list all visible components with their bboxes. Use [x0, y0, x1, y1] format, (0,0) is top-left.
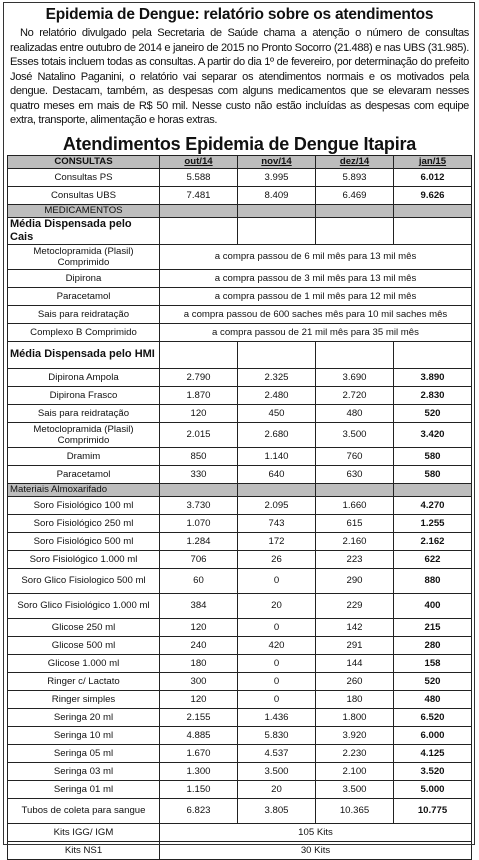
value-cell: 3.500 [238, 762, 316, 780]
value-cell: 3.690 [316, 368, 394, 386]
header-month: nov/14 [238, 155, 316, 168]
row-label: Soro Glico Fisiológico 1.000 ml [8, 593, 160, 618]
subheader-row-cais [8, 217, 472, 244]
value-cell: 706 [160, 550, 238, 568]
empty-cell [238, 483, 316, 496]
empty-cell [316, 483, 394, 496]
section-row-materiais [8, 483, 472, 496]
value-cell: 5.588 [160, 168, 238, 186]
value-cell: 6.823 [160, 798, 238, 823]
value-cell: 3.920 [316, 726, 394, 744]
value-cell: 1.140 [238, 447, 316, 465]
purchase-note: a compra passou de 21 mil mês para 35 mil mês [160, 323, 472, 341]
value-cell: 260 [316, 672, 394, 690]
table-row [8, 386, 472, 404]
value-cell: 10.365 [316, 798, 394, 823]
table-row [8, 323, 472, 341]
row-label: Dipirona Frasco [8, 386, 160, 404]
value-cell: 1.660 [316, 496, 394, 514]
row-label: Consultas PS [8, 168, 160, 186]
kit-value: 30 Kits [160, 841, 472, 859]
value-cell: 330 [160, 465, 238, 483]
report-table [7, 155, 472, 860]
empty-cell [238, 341, 316, 368]
table-row [8, 568, 472, 593]
row-label: Dipirona Ampola [8, 368, 160, 386]
value-cell: 144 [316, 654, 394, 672]
value-cell: 26 [238, 550, 316, 568]
value-cell: 3.730 [160, 496, 238, 514]
row-label: Seringa 01 ml [8, 780, 160, 798]
value-cell: 3.500 [316, 780, 394, 798]
kit-row [8, 823, 472, 841]
value-cell: 180 [160, 654, 238, 672]
value-cell: 2.230 [316, 744, 394, 762]
empty-cell [316, 204, 394, 217]
value-cell: 0 [238, 672, 316, 690]
empty-cell [160, 341, 238, 368]
row-label: Soro Fisiológico 1.000 ml [8, 550, 160, 568]
value-cell: 5.000 [394, 780, 472, 798]
value-cell: 7.481 [160, 186, 238, 204]
value-cell: 4.885 [160, 726, 238, 744]
value-cell: 120 [160, 404, 238, 422]
subheader-row-hmi [8, 341, 472, 368]
table-row [8, 690, 472, 708]
value-cell: 3.805 [238, 798, 316, 823]
value-cell: 3.420 [394, 422, 472, 447]
row-label: Kits NS1 [8, 841, 160, 859]
value-cell: 6.469 [316, 186, 394, 204]
value-cell: 2.095 [238, 496, 316, 514]
table-row [8, 726, 472, 744]
table-row [8, 532, 472, 550]
value-cell: 0 [238, 618, 316, 636]
value-cell: 1.255 [394, 514, 472, 532]
row-label: Ringer simples [8, 690, 160, 708]
row-label: Seringa 05 ml [8, 744, 160, 762]
row-label: Soro Glico Fisiologico 500 ml [8, 568, 160, 593]
value-cell: 1.284 [160, 532, 238, 550]
table-row [8, 287, 472, 305]
row-label: Paracetamol [8, 287, 160, 305]
report-table-body [8, 155, 472, 859]
value-cell: 5.830 [238, 726, 316, 744]
value-cell: 2.155 [160, 708, 238, 726]
empty-cell [238, 204, 316, 217]
purchase-note: a compra passou de 600 saches mês para 10 mil saches mês [160, 305, 472, 323]
value-cell: 120 [160, 690, 238, 708]
value-cell: 630 [316, 465, 394, 483]
section-label: Materiais Almoxarifado [8, 483, 160, 496]
value-cell: 1.870 [160, 386, 238, 404]
value-cell: 400 [394, 593, 472, 618]
row-label: Seringa 10 ml [8, 726, 160, 744]
table-row [8, 593, 472, 618]
value-cell: 1.670 [160, 744, 238, 762]
value-cell: 480 [316, 404, 394, 422]
value-cell: 6.012 [394, 168, 472, 186]
empty-cell [160, 217, 238, 244]
empty-cell [394, 341, 472, 368]
value-cell: 2.790 [160, 368, 238, 386]
value-cell: 229 [316, 593, 394, 618]
value-cell: 520 [394, 404, 472, 422]
value-cell: 1.800 [316, 708, 394, 726]
purchase-note: a compra passou de 6 mil mês para 13 mil mês [160, 244, 472, 269]
value-cell: 640 [238, 465, 316, 483]
value-cell: 6.520 [394, 708, 472, 726]
value-cell: 3.995 [238, 168, 316, 186]
value-cell: 223 [316, 550, 394, 568]
row-label: Consultas UBS [8, 186, 160, 204]
row-label: Sais para reidratação [8, 404, 160, 422]
row-label: Seringa 20 ml [8, 708, 160, 726]
purchase-note: a compra passou de 3 mil mês para 13 mil mês [160, 269, 472, 287]
value-cell: 622 [394, 550, 472, 568]
value-cell: 2.720 [316, 386, 394, 404]
value-cell: 180 [316, 690, 394, 708]
value-cell: 2.480 [238, 386, 316, 404]
table-row [8, 368, 472, 386]
row-label: Soro Fisiológico 500 ml [8, 532, 160, 550]
value-cell: 580 [394, 465, 472, 483]
value-cell: 4.270 [394, 496, 472, 514]
purchase-note: a compra passou de 1 mil mês para 12 mil mês [160, 287, 472, 305]
value-cell: 2.162 [394, 532, 472, 550]
row-label: Dipirona [8, 269, 160, 287]
header-month: jan/15 [394, 155, 472, 168]
value-cell: 420 [238, 636, 316, 654]
value-cell: 1.150 [160, 780, 238, 798]
value-cell: 291 [316, 636, 394, 654]
row-label: Kits IGG/ IGM [8, 823, 160, 841]
value-cell: 172 [238, 532, 316, 550]
value-cell: 2.680 [238, 422, 316, 447]
section-label: MEDICAMENTOS [8, 204, 160, 217]
row-label: Glicose 1.000 ml [8, 654, 160, 672]
row-label: Tubos de coleta para sangue [8, 798, 160, 823]
value-cell: 3.520 [394, 762, 472, 780]
value-cell: 480 [394, 690, 472, 708]
empty-cell [394, 204, 472, 217]
value-cell: 6.000 [394, 726, 472, 744]
empty-cell [160, 204, 238, 217]
row-label: Glicose 250 ml [8, 618, 160, 636]
value-cell: 580 [394, 447, 472, 465]
value-cell: 215 [394, 618, 472, 636]
value-cell: 60 [160, 568, 238, 593]
table-title: Atendimentos Epidemia de Dengue Itapira [62, 133, 417, 154]
value-cell: 743 [238, 514, 316, 532]
value-cell: 120 [160, 618, 238, 636]
row-label: Dramim [8, 447, 160, 465]
empty-cell [394, 483, 472, 496]
empty-cell [238, 217, 316, 244]
value-cell: 4.125 [394, 744, 472, 762]
value-cell: 9.626 [394, 186, 472, 204]
table-row [8, 186, 472, 204]
value-cell: 450 [238, 404, 316, 422]
value-cell: 520 [394, 672, 472, 690]
table-row [8, 496, 472, 514]
table-row [8, 654, 472, 672]
row-label: Complexo B Comprimido [8, 323, 160, 341]
value-cell: 240 [160, 636, 238, 654]
value-cell: 0 [238, 654, 316, 672]
table-row [8, 514, 472, 532]
value-cell: 20 [238, 593, 316, 618]
table-row [8, 744, 472, 762]
row-label: Soro Fisiológico 250 ml [8, 514, 160, 532]
value-cell: 3.890 [394, 368, 472, 386]
row-label: Metoclopramida (Plasil) Comprimido [8, 244, 160, 269]
empty-cell [316, 217, 394, 244]
table-row [8, 404, 472, 422]
value-cell: 2.100 [316, 762, 394, 780]
header-consultas: CONSULTAS [8, 155, 160, 168]
table-row [8, 672, 472, 690]
row-label: Metoclopramida (Plasil) Comprimido [8, 422, 160, 447]
value-cell: 4.537 [238, 744, 316, 762]
subheader-label: Média Dispensada pelo HMI [8, 341, 160, 368]
value-cell: 8.409 [238, 186, 316, 204]
value-cell: 384 [160, 593, 238, 618]
row-label: Paracetamol [8, 465, 160, 483]
table-row [8, 708, 472, 726]
subheader-label: Média Dispensada pelo Cais [8, 217, 160, 244]
value-cell: 1.300 [160, 762, 238, 780]
empty-cell [316, 341, 394, 368]
value-cell: 300 [160, 672, 238, 690]
table-row [8, 465, 472, 483]
section-row-medicamentos [8, 204, 472, 217]
value-cell: 2.830 [394, 386, 472, 404]
kit-value: 105 Kits [160, 823, 472, 841]
table-row [8, 447, 472, 465]
value-cell: 20 [238, 780, 316, 798]
table-row [8, 618, 472, 636]
value-cell: 0 [238, 568, 316, 593]
value-cell: 1.436 [238, 708, 316, 726]
row-label: Soro Fisiológico 100 ml [8, 496, 160, 514]
value-cell: 2.015 [160, 422, 238, 447]
article-title: Epidemia de Dengue: relatório sobre os atendimentos [45, 6, 434, 23]
table-row [8, 762, 472, 780]
value-cell: 0 [238, 690, 316, 708]
value-cell: 1.070 [160, 514, 238, 532]
table-row [8, 305, 472, 323]
row-label: Seringa 03 ml [8, 762, 160, 780]
table-row [8, 550, 472, 568]
value-cell: 5.893 [316, 168, 394, 186]
value-cell: 280 [394, 636, 472, 654]
table-row [8, 269, 472, 287]
value-cell: 142 [316, 618, 394, 636]
value-cell: 10.775 [394, 798, 472, 823]
value-cell: 850 [160, 447, 238, 465]
value-cell: 2.325 [238, 368, 316, 386]
value-cell: 158 [394, 654, 472, 672]
value-cell: 880 [394, 568, 472, 593]
empty-cell [394, 217, 472, 244]
value-cell: 2.160 [316, 532, 394, 550]
value-cell: 3.500 [316, 422, 394, 447]
row-label: Glicose 500 ml [8, 636, 160, 654]
kit-row [8, 841, 472, 859]
header-row [8, 155, 472, 168]
table-row [8, 780, 472, 798]
header-month: out/14 [160, 155, 238, 168]
empty-cell [160, 483, 238, 496]
table-row [8, 244, 472, 269]
value-cell: 760 [316, 447, 394, 465]
table-row [8, 422, 472, 447]
row-label: Ringer c/ Lactato [8, 672, 160, 690]
value-cell: 290 [316, 568, 394, 593]
value-cell: 615 [316, 514, 394, 532]
article-body: No relatório divulgado pela Secretaria de Saúde chama a atenção o número de consultas realizadas entre outubro de 2014 e janeiro de 2015 no Pronto Socorro (21.488) e nas UBS (31.985). Esses totais incluem todas as consultas. A partir do dia 1º de fevereiro, por determinação do prefeito José Natalino Paganini, o relatório vai separar os atendimentos normais e os motivados pela dengue. Destacam, também, as despesas com alguns medicamentos que se elevaram nesses quatro meses em mais de R$ 50 mil. Nesse custo não estão incluídas as despesas com equipe extra, transporte, alimentação e horas extras. [10, 27, 469, 126]
table-row [8, 798, 472, 823]
header-month: dez/14 [316, 155, 394, 168]
row-label: Sais para reidratação [8, 305, 160, 323]
table-row [8, 636, 472, 654]
table-row [8, 168, 472, 186]
